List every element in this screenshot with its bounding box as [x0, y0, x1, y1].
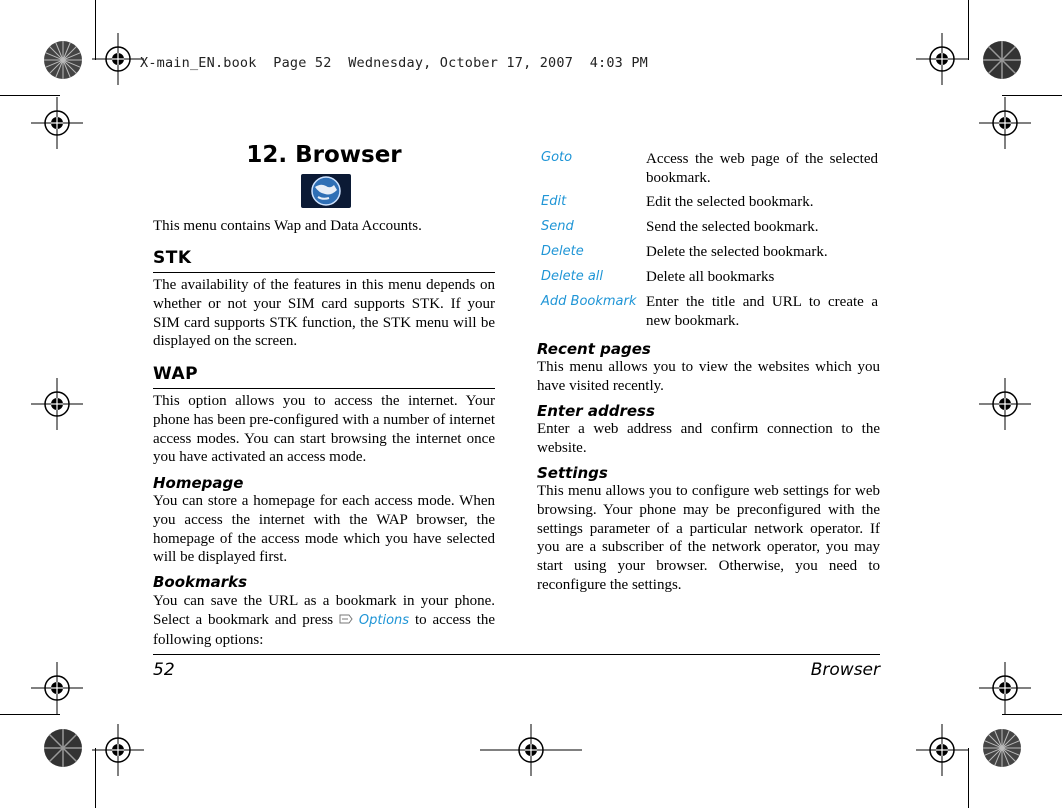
option-label: Edit [541, 194, 567, 209]
option-desc: Enter the title and URL to create a new bookmark. [646, 294, 878, 329]
option-label: Goto [541, 150, 573, 165]
option-desc: Delete all bookmarks [646, 269, 775, 285]
option-desc: Delete the selected bookmark. [646, 244, 828, 260]
softkey-icon [339, 614, 353, 624]
registration-mark-icon [31, 97, 83, 149]
registration-mark-icon [31, 662, 83, 714]
footer-rule [153, 654, 880, 655]
subheading-settings: Settings [537, 464, 608, 482]
registration-mark-icon [92, 33, 144, 85]
option-desc: Send the selected bookmark. [646, 219, 819, 235]
starburst-mark-icon [982, 40, 1022, 80]
starburst-mark-icon [43, 40, 83, 80]
bookmarks-body-before: You can save the URL as a bookmark in your phone. Select a bookmark and press [153, 593, 495, 628]
print-header: X-main_EN.book Page 52 Wednesday, October 17, 2007 4:03 PM [140, 55, 648, 71]
registration-mark-icon [92, 724, 144, 776]
footer-section-title: Browser [810, 660, 880, 680]
bookmarks-body [153, 592, 495, 649]
subheading-bookmarks: Bookmarks [153, 573, 248, 591]
subheading-recent-pages: Recent pages [537, 340, 651, 358]
subheading-homepage: Homepage [153, 474, 244, 492]
section-rule [153, 272, 495, 273]
enter-address-body: Enter a web address and confirm connection to the website. [537, 421, 880, 456]
stk-body: The availability of the features in this menu depends on whether or not your SIM card supports STK. If your SIM card supports STK function, the STK menu will be displayed on the screen. [153, 277, 495, 350]
registration-mark-icon [979, 378, 1031, 430]
registration-mark-icon [979, 97, 1031, 149]
starburst-mark-icon [43, 728, 83, 768]
homepage-body: You can store a homepage for each access mode. When you access the internet with the WAP browser, the homepage of the access mode which you have selected will be displayed first. [153, 493, 495, 566]
option-label: Add Bookmark [541, 294, 637, 309]
globe-icon [301, 174, 351, 208]
option-desc: Edit the selected bookmark. [646, 194, 814, 210]
recent-pages-body: This menu allows you to view the websites which you have visited recently. [537, 359, 880, 394]
option-label: Send [541, 219, 574, 234]
option-label: Delete all [541, 269, 604, 284]
registration-mark-icon [480, 724, 582, 776]
option-label: Delete [541, 244, 584, 259]
settings-body: This menu allows you to configure web settings for web browsing. Your phone may be preconfigured with the settings parameter of a particular network operator. If you are a subscriber of the network operator, you may start using your browser. Otherwise, you need to reconfigure the settings. [537, 483, 880, 593]
registration-mark-icon [916, 33, 968, 85]
page-number: 52 [153, 660, 175, 680]
section-rule [153, 388, 495, 389]
options-softkey-label: Options [358, 612, 410, 628]
section-heading-stk: STK [153, 248, 192, 268]
wap-body: This option allows you to access the internet. Your phone has been pre-configured with a number of internet access modes. You can start browsing the internet once you have activated an access mode. [153, 393, 495, 466]
intro-text: This menu contains Wap and Data Accounts. [153, 218, 422, 234]
registration-mark-icon [916, 724, 968, 776]
subheading-enter-address: Enter address [537, 402, 655, 420]
starburst-mark-icon [982, 728, 1022, 768]
section-heading-wap: WAP [153, 364, 199, 384]
option-desc: Access the web page of the selected bookmark. [646, 151, 878, 186]
bookmarks-body-after: to access the following options: [153, 611, 496, 648]
registration-mark-icon [979, 662, 1031, 714]
chapter-title: 12. Browser [246, 142, 402, 168]
registration-mark-icon [31, 378, 83, 430]
